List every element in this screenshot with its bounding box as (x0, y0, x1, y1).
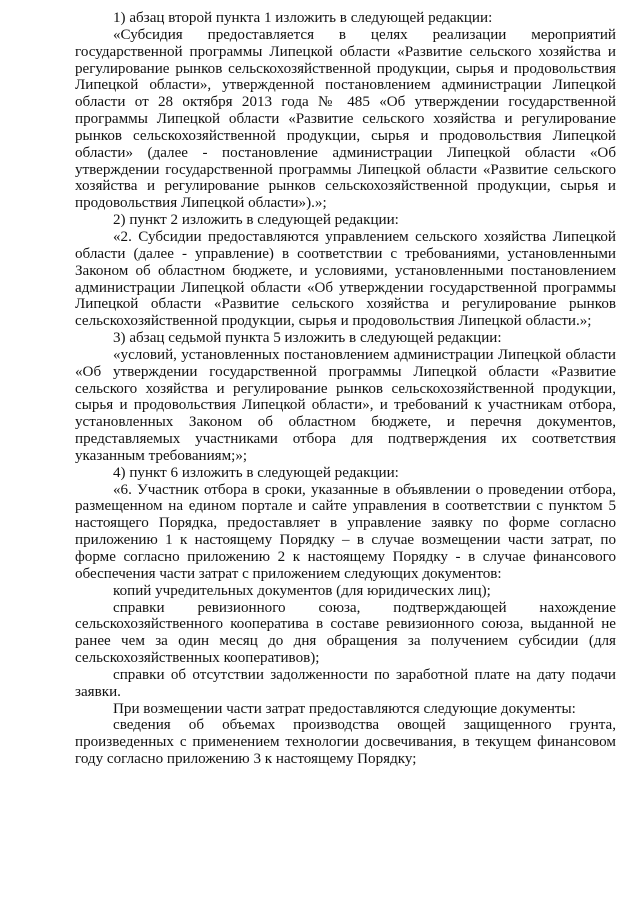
paragraph-document-charter-copies: копий учредительных документов (для юридических лиц); (113, 582, 491, 599)
paragraph-amendment-3-heading: 3) абзац седьмой пункта 5 изложить в следующей редакции: (113, 330, 502, 347)
paragraph-amendment-2-heading: 2) пункт 2 изложить в следующей редакции: (113, 212, 399, 229)
paragraph-amendment-1-text: «Субсидия предоставляется в целях реализации мероприятий государственной программы Липецкой области «Развитие сельского хозяйства и регулирование рынков сельскохозяйственной продукции, сырья и продовольствия Липецкой области», утвержденной постановлением администрации Липецкой области от 28 октября 2013 года № 485 «Об утверждении государственной программы Липецкой области «Развитие сельского хозяйства и регулирование рынков сельскохозяйственной продукции, сырья и продовольствия Липецкой области» (далее - постановление администрации Липецкой области «Об утверждении государственной программы Липецкой области «Развитие сельского хозяйства и регулирование рынков сельскохозяйственной продукции, сырья и продовольствия Липецкой области»).»; (75, 26, 616, 212)
document-page (75, 10, 616, 768)
paragraph-amendment-3-text: «условий, установленных постановлением администрации Липецкой области «Об утверждении государственной программы Липецкой области «Развитие сельского хозяйства и регулирование рынков сельскохозяйственной продукции, сырья и продовольствия Липецкой области», и требований к участникам отбора, установленных Законом об областном бюджете, и перечня документов, представляемых участниками отбора для подтверждения их соответствия указанным требованиям;»; (75, 346, 616, 464)
paragraph-document-no-wage-arrears: справки об отсутствии задолженности по заработной плате на дату подачи заявки. (75, 666, 616, 700)
paragraph-amendment-4-text: «6. Участник отбора в сроки, указанные в объявлении о проведении отбора, размещенном на едином портале и сайте управления в соответствии с пунктом 5 настоящего Порядка, предоставляет в управление заявку по форме согласно приложению 1 к настоящему Порядку – в случае возмещении части затрат, по форме согласно приложению 2 к настоящему Порядку - в случае финансового обеспечения части затрат с приложением следующих документов: (75, 481, 616, 582)
paragraph-cost-reimbursement-intro: При возмещении части затрат предоставляются следующие документы: (113, 700, 576, 717)
paragraph-amendment-4-heading: 4) пункт 6 изложить в следующей редакции: (113, 464, 399, 481)
paragraph-vegetable-production-info: сведения об объемах производства овощей защищенного грунта, произведенных с применением технологии досвечивания, в текущем финансовом году согласно приложению 3 к настоящему Порядку; (75, 717, 616, 768)
paragraph-amendment-2-text: «2. Субсидии предоставляются управлением сельского хозяйства Липецкой области (далее - управление) в соответствии с требованиями, установленными Законом об областном бюджете, и условиями, установленными постановлением администрации Липецкой области «Об утверждении государственной программы Липецкой области «Развитие сельского хозяйства и регулирование рынков сельскохозяйственной продукции, сырья и продовольствия Липецкой области.»; (75, 228, 616, 330)
paragraph-amendment-1-heading: 1) абзац второй пункта 1 изложить в следующей редакции: (113, 10, 493, 26)
paragraph-document-audit-union-certificate: справки ревизионного союза, подтверждающей нахождение сельскохозяйственного кооператива в составе ревизионного союза, выданной не ранее чем за один месяц до дня обращения за получением субсидии (для сельскохозяйственных кооперативов); (75, 599, 616, 667)
